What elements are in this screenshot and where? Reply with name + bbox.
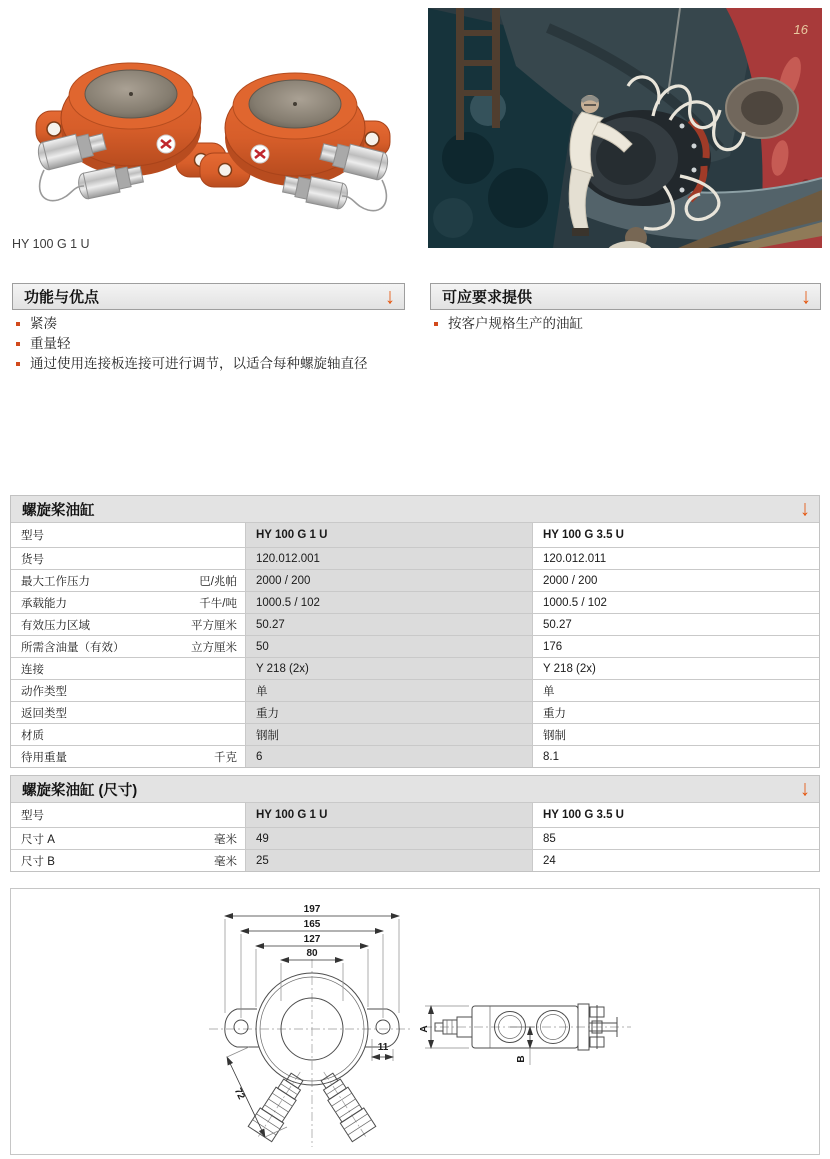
table-row: 动作类型 单 单 xyxy=(11,679,819,701)
technical-drawing-panel xyxy=(10,888,820,1155)
spec-table xyxy=(10,495,820,768)
front-view xyxy=(209,904,413,1147)
down-arrow-icon: ↓ xyxy=(385,284,395,309)
features-list xyxy=(14,316,414,376)
bullet-icon xyxy=(434,322,438,326)
down-arrow-icon: ↓ xyxy=(800,496,810,522)
list-item: 重量轻 xyxy=(14,336,414,351)
dim-127: 127 xyxy=(303,934,321,945)
hull-marking-text: 16 xyxy=(793,22,808,37)
table-row: 尺寸 B 毫米 25 24 xyxy=(11,849,819,871)
product-caption: HY 100 G 1 U xyxy=(12,237,90,251)
section-on-request xyxy=(430,283,821,310)
dim-72: 72 xyxy=(231,1086,247,1102)
table-row: 所需含油量（有效） 立方厘米 50 176 xyxy=(11,635,819,657)
table-header-row: 型号 HY 100 G 1 U HY 100 G 3.5 U xyxy=(11,802,819,827)
table-row: 承载能力 千牛/吨 1000.5 / 102 1000.5 / 102 xyxy=(11,591,819,613)
table-row: 返回类型 重力 重力 xyxy=(11,701,819,723)
ear-outline xyxy=(225,1009,259,1047)
section-on-request-title: 可应要求提供 xyxy=(442,289,533,306)
dimension-table-title-bar: 螺旋桨油缸 (尺寸) ↓ xyxy=(11,776,819,802)
table-row: 待用重量 千克 6 8.1 xyxy=(11,745,819,767)
application-photo xyxy=(428,8,822,248)
table-row: 最大工作压力 巴/兆帕 2000 / 200 2000 / 200 xyxy=(11,569,819,591)
dim-11: 11 xyxy=(377,1042,389,1053)
side-view xyxy=(419,1004,631,1065)
dim-A: A xyxy=(419,1025,430,1033)
dim-165: 165 xyxy=(303,919,321,930)
coupler-outline xyxy=(246,1064,312,1145)
bullet-icon xyxy=(16,342,20,346)
list-item: 通过使用连接板连接可进行调节，以适合每种螺旋轴直径 xyxy=(14,356,414,371)
ladder xyxy=(456,8,464,140)
dimension-table xyxy=(10,775,820,872)
product-photo xyxy=(10,0,415,235)
table-row: 有效压力区域 平方厘米 50.27 50.27 xyxy=(11,613,819,635)
table-header-row: 型号 HY 100 G 1 U HY 100 G 3.5 U xyxy=(11,522,819,547)
down-arrow-icon: ↓ xyxy=(801,284,811,309)
table-row: 连接 Y 218 (2x) Y 218 (2x) xyxy=(11,657,819,679)
coupler-outline xyxy=(312,1064,378,1145)
table-row: 尺寸 A 毫米 49 85 xyxy=(11,827,819,849)
table-row: 货号 120.012.001 120.012.011 xyxy=(11,547,819,569)
table-row: 材质 钢制 钢制 xyxy=(11,723,819,745)
section-features xyxy=(12,283,405,310)
list-item: 紧凑 xyxy=(14,316,414,331)
spec-table-title-bar: 螺旋桨油缸 ↓ xyxy=(11,496,819,522)
dim-B: B xyxy=(516,1055,527,1063)
bullet-icon xyxy=(16,362,20,366)
section-features-title: 功能与优点 xyxy=(24,289,100,306)
list-item: 按客户规格生产的油缸 xyxy=(432,316,822,331)
dim-197: 197 xyxy=(303,904,321,915)
technical-drawing xyxy=(11,889,819,1154)
dim-80: 80 xyxy=(306,948,318,959)
on-request-list xyxy=(432,316,822,336)
down-arrow-icon: ↓ xyxy=(800,776,810,802)
bullet-icon xyxy=(16,322,20,326)
